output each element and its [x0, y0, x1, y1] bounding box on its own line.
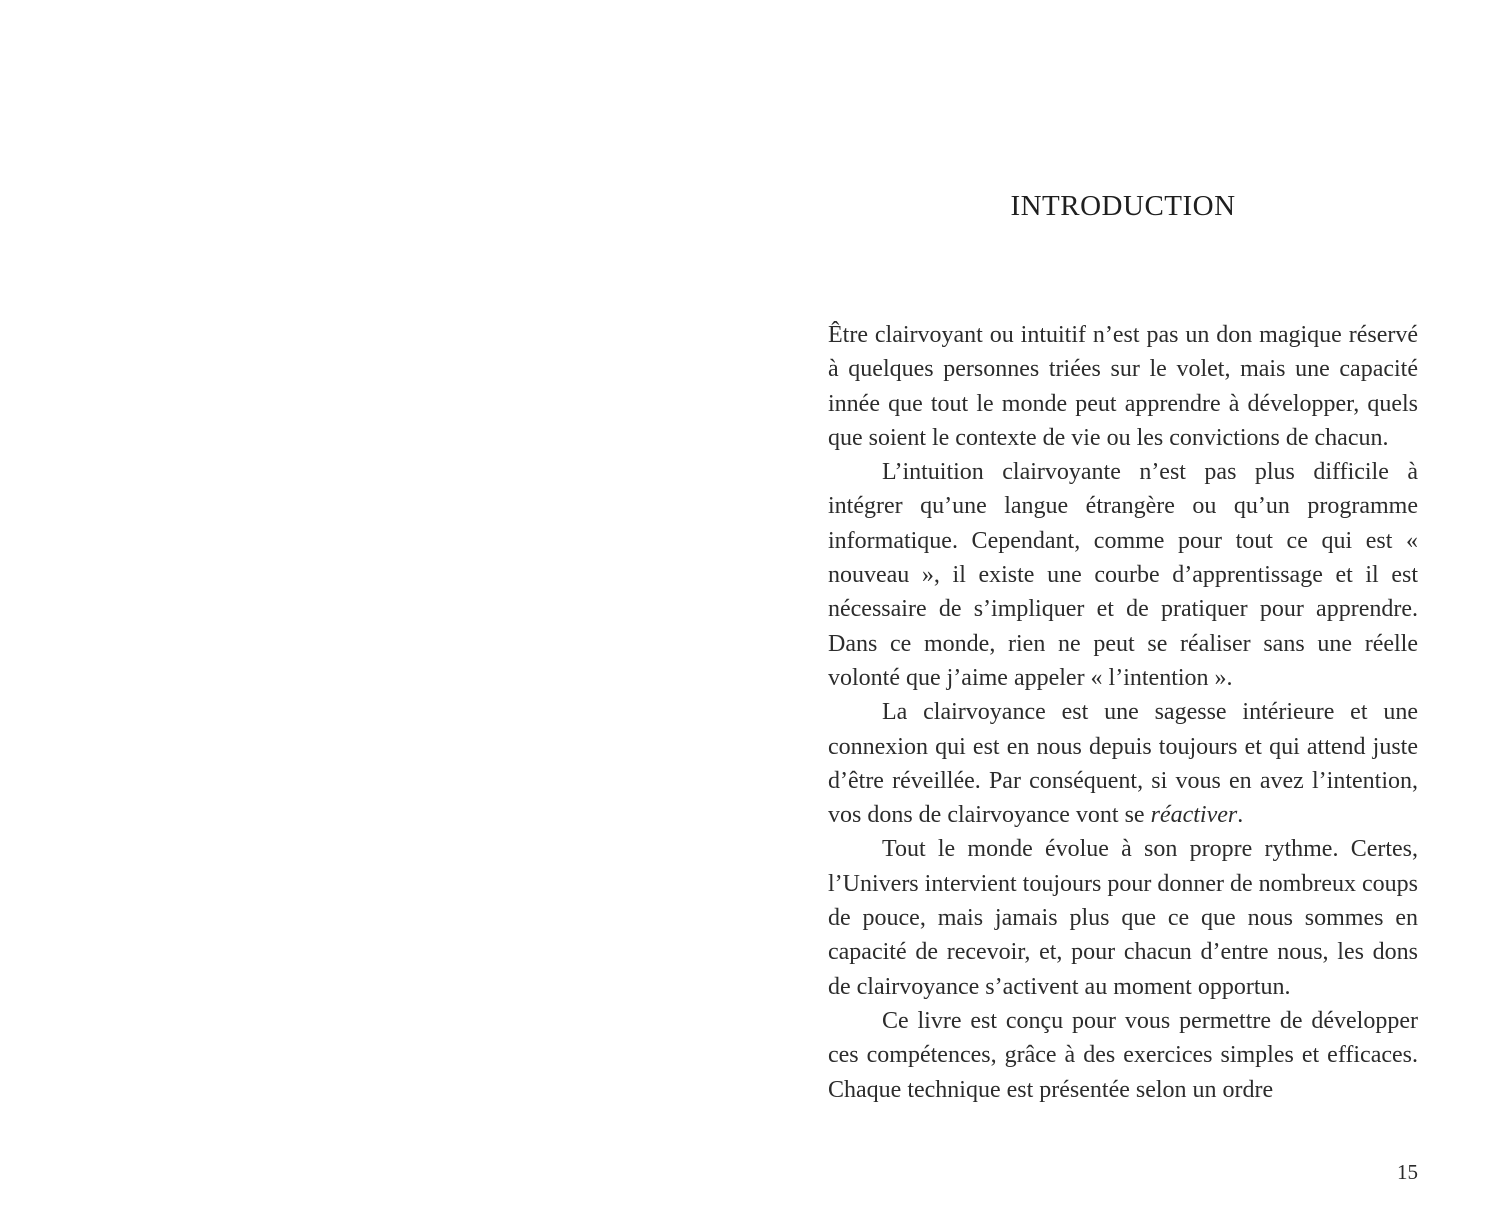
chapter-title: INTRODUCTION [1010, 190, 1236, 222]
paragraph-2: L’intuition clairvoyante n’est pas plus difficile à intégrer qu’une langue étrangère ou qu’un programme informatique. Cependant, comme pour tout ce qui est « nouveau », il existe une courbe d’apprentissage et il est nécessaire de s’impliquer et de pratiquer pour apprendre. Dans ce monde, rien ne peut se réaliser sans une réelle volonté que j’aime appeler « l’intention ». [828, 459, 1418, 691]
paragraph-5: Ce livre est conçu pour vous permettre de développer ces compétences, grâce à des exercices simples et efficaces. Chaque technique est présentée selon un ordre [828, 1007, 1418, 1103]
paragraph-1: Être clairvoyant ou intuitif n’est pas un don magique réservé à quelques personnes triées sur le volet, mais une capacité innée que tout le monde peut apprendre à développer, quels que soient le contexte de vie ou les convictions de chacun. [828, 322, 1418, 451]
page-number: 15 [1397, 1160, 1418, 1184]
paragraph-3-text: La clairvoyance est une sagesse intérieure et une connexion qui est en nous depuis toujours et qui attend juste d’être réveillée. Par conséquent, si vous en avez l’intention, vos dons de clairvoyance vont se [828, 699, 1418, 829]
paragraph-3-end: . [1237, 802, 1244, 829]
emphasized-word: réactiver [1150, 802, 1238, 829]
body-text [828, 318, 1418, 1107]
paragraph-4: Tout le monde évolue à son propre rythme. Certes, l’Univers intervient toujours pour donner de nombreux coups de pouce, mais jamais plus que ce que nous sommes en capacité de recevoir, et, pour chacun d’entre nous, les dons de clairvoyance s’activent au moment opportun. [828, 836, 1418, 1000]
paragraph-3 [828, 695, 1418, 832]
